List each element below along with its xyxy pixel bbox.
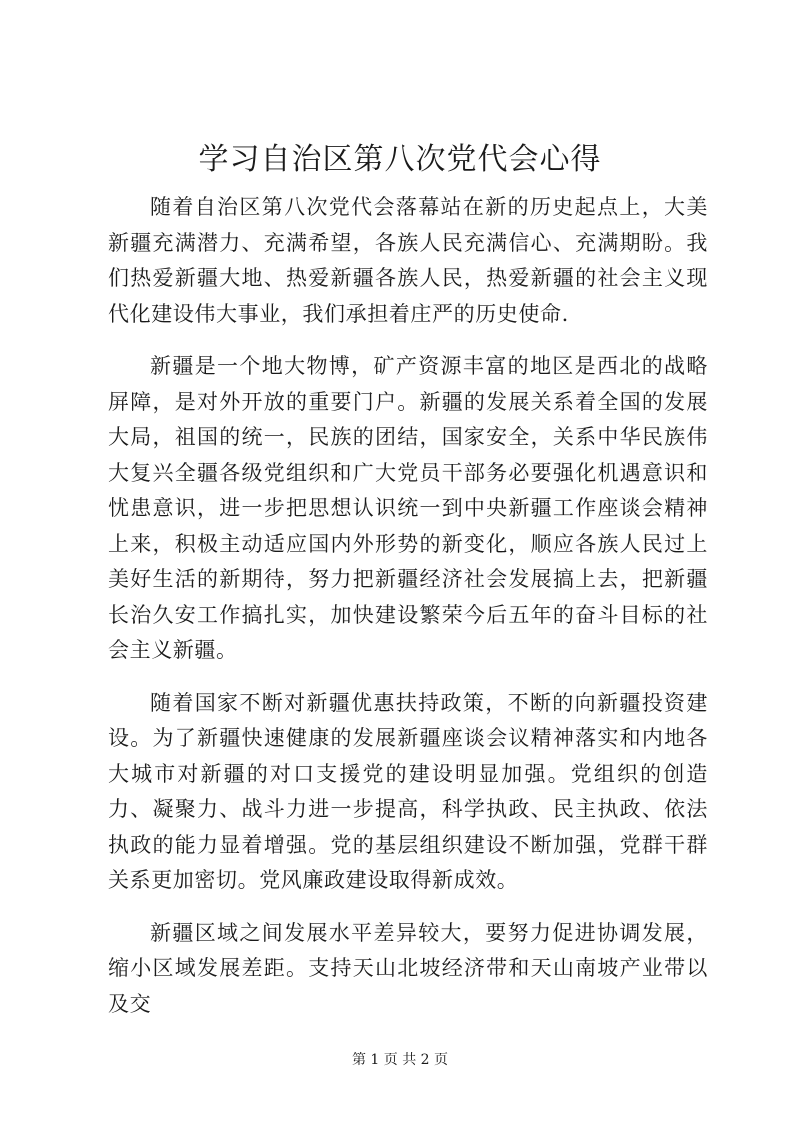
paragraph-3: 随着国家不断对新疆优惠扶持政策，不断的向新疆投资建设。为了新疆快速健康的发展新疆座谈会议精神落实和内地各大城市对新疆的对口支援党的建设明显加强。党组织的创造力、凝聚力、战斗力进一步提高，科学执政、民主执政、依法执政的能力显着增强。党的基层组织建设不断加强，党群干群关系更加密切。党风廉政建设取得新成效。	[108, 690, 708, 892]
document-title: 学习自治区第八次党代会心得	[198, 142, 602, 177]
paragraph-2: 新疆是一个地大物博，矿产资源丰富的地区是西北的战略屏障，是对外开放的重要门户。新疆的发展关系着全国的发展大局，祖国的统一，民族的团结，国家安全，关系中华民族伟大复兴全疆各级党组织和广大党员干部务必要强化机遇意识和忧患意识，进一步把思想认识统一到中央新疆工作座谈会精神上来，积极主动适应国内外形势的新变化，顺应各族人民过上美好生活的新期待，努力把新疆经济社会发展搞上去，把新疆长治久安工作搞扎实，加快建设繁荣今后五年的奋斗目标的社会主义新疆。	[108, 354, 708, 662]
paragraph-1: 随着自治区第八次党代会落幕站在新的历史起点上，大美新疆充满潜力、充满希望，各族人民充满信心、充满期盼。我们热爱新疆大地、热爱新疆各族人民，热爱新疆的社会主义现代化建设伟大事业，我们承担着庄严的历史使命.	[108, 195, 708, 326]
document-body	[108, 190, 708, 1039]
paragraph-4: 新疆区域之间发展水平差异较大，要努力促进协调发展，缩小区域发展差距。支持天山北坡经济带和天山南坡产业带以及交	[108, 920, 708, 1016]
page-footer: 第 1 页 共 2 页	[351, 1052, 449, 1068]
